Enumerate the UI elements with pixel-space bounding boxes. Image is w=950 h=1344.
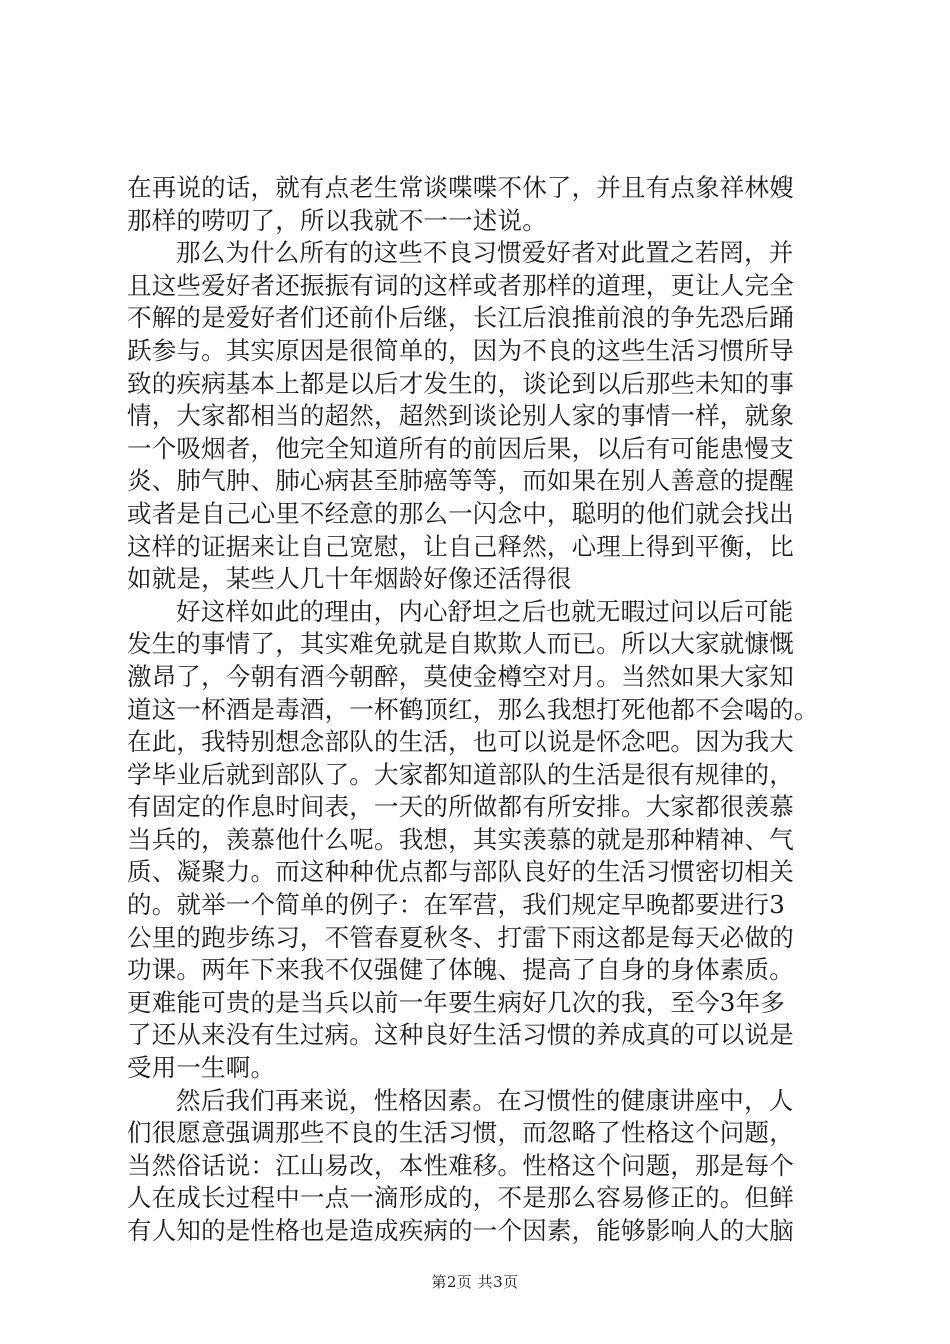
text-line: 且这些爱好者还振振有词的这样或者那样的道理，更让人完全 <box>127 270 794 300</box>
text-line: 当然俗话说：江山易改，本性难移。性格这个问题，那是每个 <box>127 1150 794 1180</box>
text-line: 受用一生啊。 <box>127 1053 276 1083</box>
text-line: 一个吸烟者，他完全知道所有的前因后果，以后有可能患慢支 <box>127 433 794 463</box>
text-line: 有人知的是性格也是造成疾病的一个因素，能够影响人的大脑 <box>127 1216 794 1245</box>
text-line: 这样的证据来让自己宽慰，让自己释然，心理上得到平衡，比 <box>127 531 794 561</box>
text-line: 或者是自己心里不经意的那么一闪念中，聪明的他们就会找出 <box>127 498 794 528</box>
text-line: 不解的是爱好者们还前仆后继，长江后浪推前浪的争先恐后踊 <box>127 303 794 333</box>
text-line: 们很愿意强调那些不良的生活习惯，而忽略了性格这个问题， <box>127 1118 794 1148</box>
text-line: 了还从来没有生过病。这种良好生活习惯的养成真的可以说是 <box>127 1020 794 1050</box>
paragraph <box>127 172 833 237</box>
text-line: 更难能可贵的是当兵以前一年要生病好几次的我，至今3年多 <box>127 987 785 1017</box>
text-line: 如就是，某些人几十年烟龄好像还活得很 <box>127 564 572 594</box>
text-line: 学毕业后就到部队了。大家都知道部队的生活是很有规律的， <box>127 759 794 789</box>
paragraph <box>127 1085 833 1248</box>
paragraph <box>127 237 833 596</box>
paragraph <box>127 596 833 1085</box>
text-line: 炎、肺气肿、肺心病甚至肺癌等等，而如果在别人善意的提醒 <box>127 466 794 496</box>
text-line: 跃参与。其实原因是很简单的，因为不良的这些生活习惯所导 <box>127 335 794 365</box>
text-line: 的。就举一个简单的例子：在军营，我们规定早晚都要进行3 <box>127 890 785 920</box>
text-line: 在此，我特别想念部队的生活，也可以说是怀念吧。因为我大 <box>127 727 794 757</box>
text-line: 然后我们再来说，性格因素。在习惯性的健康讲座中，人 <box>176 1085 794 1115</box>
text-line: 当兵的，羡慕他什么呢。我想，其实羡慕的就是那种精神、气 <box>127 824 794 854</box>
text-line: 人在成长过程中一点一滴形成的，不是那么容易修正的。但鲜 <box>127 1183 794 1213</box>
text-line: 有固定的作息时间表，一天的所做都有所安排。大家都很羡慕 <box>127 792 794 822</box>
text-line: 公里的跑步练习，不管春夏秋冬、打雷下雨这都是每天必做的 <box>127 922 794 952</box>
text-line: 激昂了，今朝有酒今朝醉，莫使金樽空对月。当然如果大家知 <box>127 661 794 691</box>
text-line: 道这一杯酒是毒酒，一杯鹤顶红，那么我想打死他都不会喝的。 <box>127 694 819 724</box>
text-line: 致的疾病基本上都是以后才发生的，谈论到以后那些未知的事 <box>127 368 794 398</box>
text-line: 好这样如此的理由，内心舒坦之后也就无暇过问以后可能 <box>176 596 794 626</box>
text-line: 情，大家都相当的超然，超然到谈论别人家的事情一样，就象 <box>127 401 794 431</box>
page-footer: 第2页 共3页 <box>431 1273 519 1291</box>
text-line: 功课。两年下来我不仅强健了体魄、提高了自身的身体素质。 <box>127 955 794 985</box>
document-body <box>127 172 833 1248</box>
text-line: 那样的唠叨了，所以我就不一一述说。 <box>127 205 547 235</box>
text-line: 那么为什么所有的这些不良习惯爱好者对此置之若罔，并 <box>176 238 794 268</box>
text-line: 发生的事情了，其实难免就是自欺欺人而已。所以大家就慷慨 <box>127 629 794 659</box>
text-line: 质、凝聚力。而这种种优点都与部队良好的生活习惯密切相关 <box>127 857 794 887</box>
text-line: 在再说的话，就有点老生常谈喋喋不休了，并且有点象祥林嫂 <box>127 173 794 202</box>
